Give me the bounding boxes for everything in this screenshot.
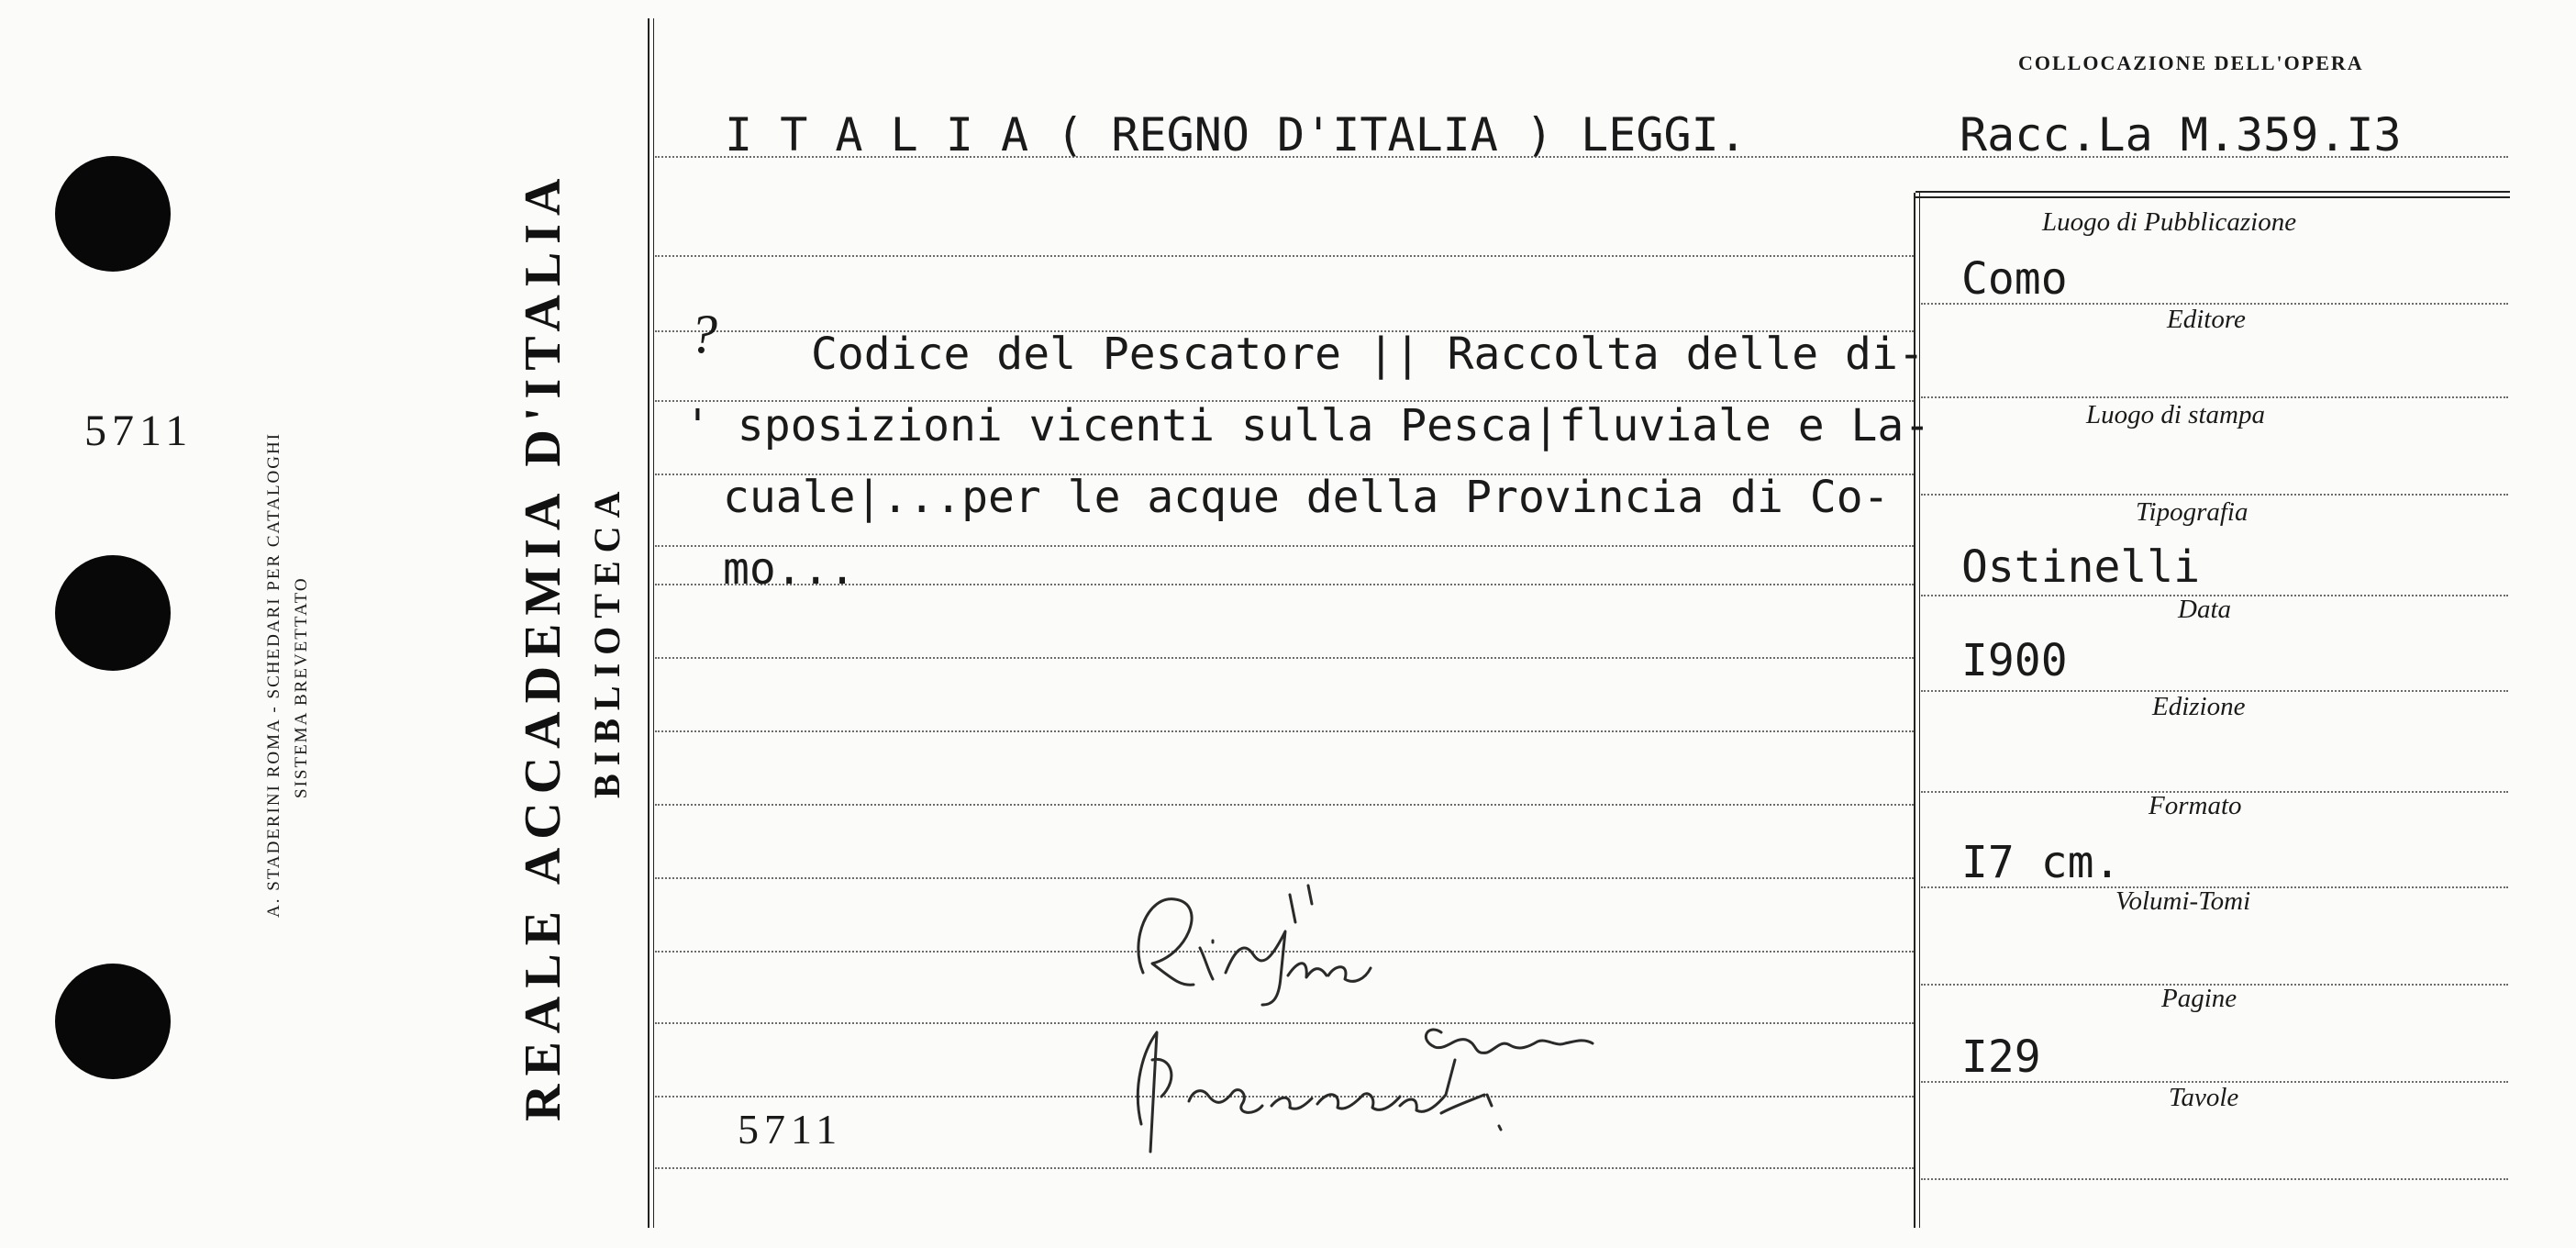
card-number-left: 5711 — [84, 407, 194, 455]
collocation-header: COLLOCAZIONE DELL'OPERA — [2018, 51, 2364, 74]
card-number-bottom: 5711 — [738, 1106, 843, 1153]
value-data: I900 — [1961, 635, 2068, 686]
label-tavole: Tavole — [2169, 1083, 2239, 1112]
description-line-4: mo... — [723, 543, 856, 595]
label-editore: Editore — [2167, 305, 2246, 334]
punch-hole-middle — [55, 555, 171, 671]
handwritten-note-drawing — [1125, 876, 1620, 1193]
academy-name: REALE ACCADEMIA D'ITALIA — [515, 170, 572, 1121]
value-pagine: I29 — [1961, 1031, 2041, 1083]
label-luogo-pubblicazione: Luogo di Pubblicazione — [2042, 207, 2297, 237]
field-rule — [1921, 396, 2508, 398]
handwritten-note — [1125, 876, 1620, 1193]
field-rule — [1921, 1178, 2508, 1180]
label-pagine: Pagine — [2161, 984, 2237, 1013]
punch-hole-bottom — [55, 964, 171, 1079]
label-formato: Formato — [2149, 791, 2242, 820]
label-volumi-tomi: Volumi-Tomi — [2115, 886, 2251, 916]
entry-query-mark: ? — [690, 304, 717, 364]
label-edizione: Edizione — [2152, 692, 2246, 721]
ruled-line — [655, 730, 1914, 732]
punch-hole-top — [55, 156, 171, 272]
value-tipografia: Ostinelli — [1961, 541, 2201, 593]
entry-heading: I T A L I A ( REGNO D'ITALIA ) LEGGI. — [725, 108, 1747, 162]
label-tipografia: Tipografia — [2136, 497, 2248, 527]
library-name: BIBLIOTECA — [586, 483, 627, 798]
description-line-2: ' sposizioni vicenti sulla Pesca|fluviale e La- — [684, 400, 1931, 451]
printer-imprint: A. STADERINI ROMA - SCHEDARI PER CATALOGHI — [264, 431, 283, 918]
shelfmark: Racc.La M.359.I3 — [1960, 108, 2402, 162]
left-margin-rule — [648, 18, 650, 1228]
label-luogo-stampa: Luogo di stampa — [2086, 400, 2265, 429]
ruled-line — [655, 255, 1914, 257]
ruled-line — [655, 657, 1914, 659]
description-line-3: cuale|...per le acque della Provincia di Co- — [723, 472, 1890, 523]
description-line-1: Codice del Pescatore || Raccolta delle di- — [811, 329, 1925, 380]
ruled-line — [655, 804, 1914, 806]
value-formato: I7 cm. — [1961, 837, 2121, 888]
field-rule — [1921, 494, 2508, 496]
field-box-top — [1915, 191, 2510, 198]
left-margin-rule-inner — [653, 18, 654, 1228]
printer-system-note: SISTEMA BREVETTATO — [292, 576, 311, 798]
value-luogo-pubblicazione: Como — [1961, 253, 2068, 305]
label-data: Data — [2178, 595, 2231, 624]
